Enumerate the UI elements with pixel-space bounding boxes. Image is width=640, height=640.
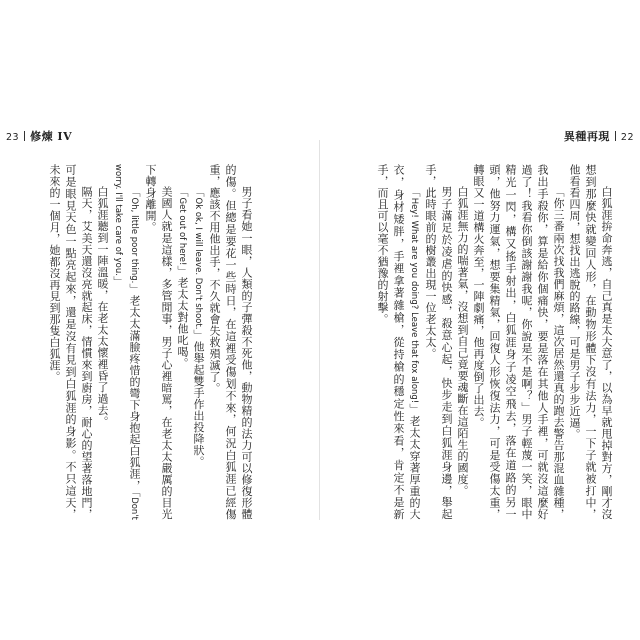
left-page-number: 23 (6, 132, 20, 143)
paragraph: 「Hey! What are you doing? Leave that fox along!」老太太穿著厚重的大衣，身材矮胖，手裡拿著雜槍，從持槍的穩定性來看，肯定不是新手，而且可以毫不猶豫的射擊。 (376, 164, 421, 521)
left-page-header (6, 128, 72, 144)
header-divider (24, 131, 25, 141)
paragraph: 隔天，艾美天還沒亮就起床，情慣來到廚房，耐心的望著落地門，可是眼見天色一點亮起來，還是沒有見到白狐涯的身影。不只這天，未來的一個月，她都沒再見到那隻白狐涯。 (48, 164, 93, 520)
english-text: Ok ok, I will leave. Don't shoot. (193, 197, 203, 330)
right-page-header (564, 128, 634, 144)
right-page-body (378, 164, 614, 520)
english-text: Oh, little poor thing. (129, 197, 139, 284)
header-divider (615, 131, 616, 141)
left-running-title: 修煉 IV (30, 130, 73, 143)
left-page-body (32, 164, 254, 520)
paragraph: 男子看她一眼，人類的子彈殺不死他，動物精的法力可以修復形體的傷。但總是要花一些時日，在這裡受傷划不來，何況白狐涯已經傷重，應該不用他出手，不久就會失救殞滅了。 (208, 164, 253, 520)
paragraph: 「Ok ok, I will leave. Don't shoot.」他舉起雙手作出投降狀。 (192, 186, 205, 468)
paragraph: 白狐涯聽到一陣溫暖，在老太太懷裡昏了過去。 (96, 186, 109, 428)
paragraph: 「Oh, little poor thing.」老太太滿臉疼惜的彎下身抱起白狐涯，「Don't worry. I'll take care of you.」 (112, 164, 141, 520)
english-text: Get out of here! (177, 197, 187, 266)
paragraph: 「Get out of here!」老太太對他叱喝。 (176, 186, 189, 369)
english-text: Hey! What are you doing? Leave that fox along! (409, 197, 419, 404)
paragraph: 男子滿足於凌虐的快感，殺意心起，快步走到白狐涯身邊，舉起手，此時眼前的樹叢出現一位老太太。 (424, 164, 453, 520)
right-page-number: 22 (620, 132, 634, 143)
paragraph: 「你三番兩次找我們麻煩，這次居然還真的跑去警告那混血雜種，我出手殺你，算是給你個痛快，要是落在其他人手裡，可就沒這麼好過了！我看你倒該謝謝我呢，你說是不是啊？」男子輕蔑一笑，眼中精光一閃，構又搖手射出，白狐涯身子凌空飛去，落在道路的另一頭，他努力運氣，想要集精氣，回復人形恢復法力，可是受傷太重，轉眼又一道構火奔至，一陣劇痛，他再度倒了出去。 (472, 164, 565, 520)
left-page (0, 128, 318, 528)
paragraph: 白狐涯拚命奔逃，自己真是太大意了，以為早就甩掉對方，剛才沒想到那麼快就變回人形，在動物形體下沒有法力，一下子就被打中，他看看四周，想找出逃脫的路線，可是男子步步近逼。 (568, 164, 613, 520)
page-gutter (319, 140, 320, 520)
paragraph: 美國人就是這樣，多管閒事，男子心裡暗罵，在老太太嚴厲的目光下轉身離開。 (144, 164, 173, 520)
right-page (322, 128, 640, 528)
right-running-title: 異種再現 (563, 130, 610, 143)
english-text: Don't worry. I'll take care of you. (113, 164, 139, 520)
paragraph: 白狐涯無力的喘著氣，沒想到自己竟要魂斷在這陌生的國度。 (456, 186, 469, 497)
